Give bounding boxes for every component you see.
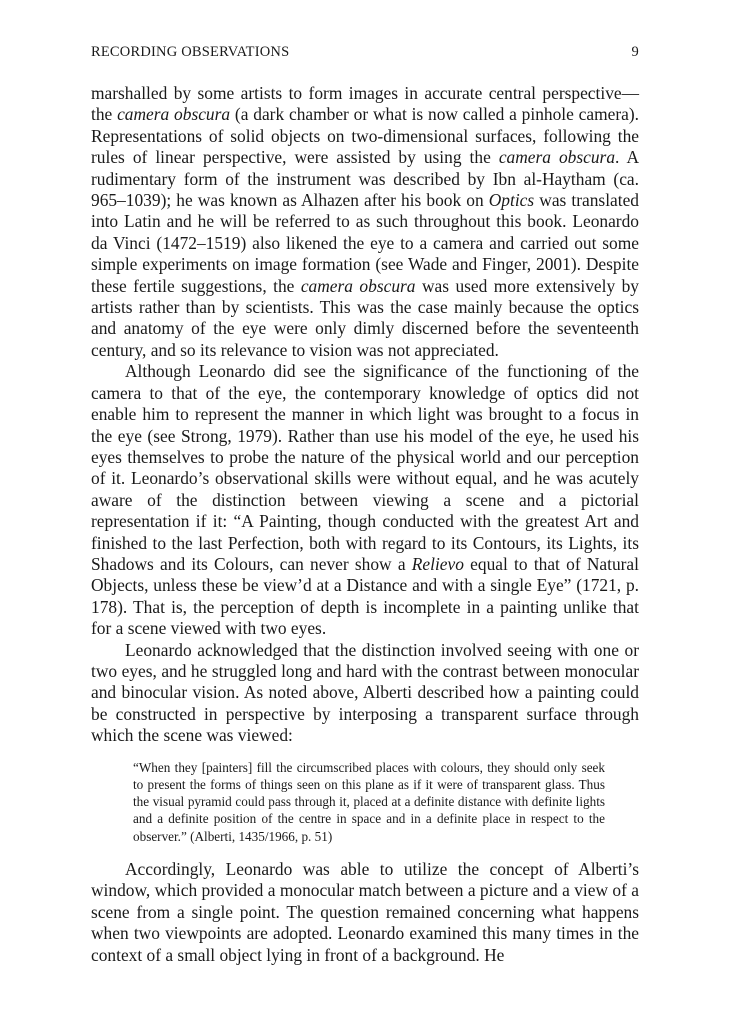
paragraph-2: Although Leonardo did see the significance of the functioning of the camera to that of the eye, the contemporary knowledge of optics did not enable him to represent the manner in which light was brought to a focus in the eye (see Strong, 1979). Rather than use his model of the eye, he used his eyes themselves to probe the nature of the physical world and our perception of it. Leonardo’s observational skills were without equal, and he was acutely aware of the distinction between viewing a scene and a pictorial representation if it: “A Painting, though conducted with the greatest Art and finished to the last Perfection, both with regard to its Contours, its Lights, its Shadows and its Colours, can never show a Relievo equal to that of Natural Objects, unless these be view’d at a Distance and with a single Eye” (1721, p. 178). That is, the perception of depth is incomplete in a painting unlike that for a scene viewed with two eyes. bbox=[91, 361, 639, 639]
page-number: 9 bbox=[631, 44, 639, 60]
block-quote-text: “When they [painters] fill the circumscribed places with colours, they should only seek to present the forms of things seen on this plane as if it were of transparent glass. Thus the visual pyramid could pass through it, placed at a definite distance with definite lights and a definite position of the centre in space and in a definite place in respect to the observer.” (Alberti, 1435/1966, p. 51) bbox=[133, 759, 605, 844]
body-text-continued bbox=[91, 859, 639, 966]
body-text bbox=[91, 83, 639, 747]
paragraph-1: marshalled by some artists to form images in accurate central perspective—the camera obscura (a dark chamber or what is now called a pinhole camera). Representations of solid objects on two-dimensional surfaces, following the rules of linear perspective, were assisted by using the camera obscura. A rudimentary form of the instrument was described by Ibn al-Haytham (ca. 965–1039); he was known as Alhazen after his book on Optics was translated into Latin and he will be referred to as such throughout this book. Leonardo da Vinci (1472–1519) also likened the eye to a camera and carried out some simple experiments on image formation (see Wade and Finger, 2001). Despite these fertile suggestions, the camera obscura was used more extensively by artists rather than by scientists. This was the case mainly because the optics and anatomy of the eye were only dimly discerned before the seventeenth century, and so its relevance to vision was not appreciated. bbox=[91, 83, 639, 360]
block-quote bbox=[91, 759, 639, 845]
paragraph-4: Accordingly, Leonardo was able to utilize the concept of Alberti’s window, which provided a monocular match between a picture and a view of a scene from a single point. The question remained concerning what happens when two viewpoints are adopted. Leonardo examined this many times in the context of a small object lying in front of a background. He bbox=[91, 859, 639, 965]
page bbox=[91, 44, 639, 966]
paragraph-3: Leonardo acknowledged that the distinction involved seeing with one or two eyes, and he struggled long and hard with the contrast between monocular and binocular vision. As noted above, Alberti described how a painting could be constructed in perspective by interposing a transparent surface through which the scene was viewed: bbox=[91, 639, 639, 746]
running-head-title: RECORDING OBSERVATIONS bbox=[91, 44, 290, 60]
running-head bbox=[91, 44, 639, 61]
